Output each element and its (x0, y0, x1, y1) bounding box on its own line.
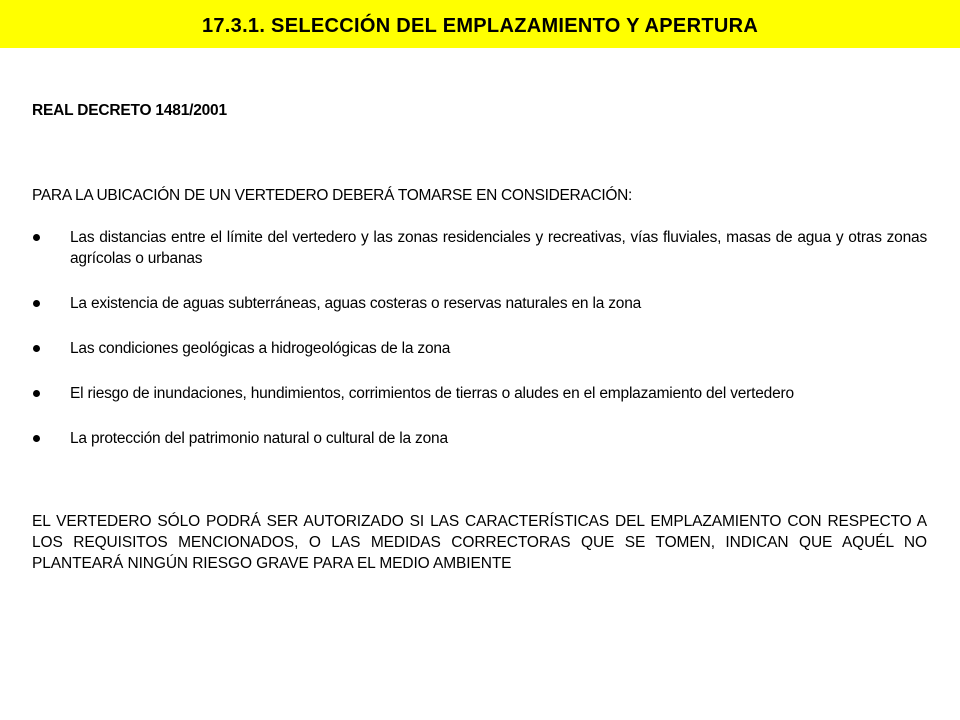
list-item (32, 428, 927, 449)
list-item-text: La protección del patrimonio natural o cultural de la zona (70, 430, 448, 447)
bullet-icon (33, 234, 40, 241)
criteria-list (32, 227, 927, 449)
decree-heading: REAL DECRETO 1481/2001 (32, 102, 227, 119)
list-item-text: La existencia de aguas subterráneas, aguas costeras o reservas naturales en la zona (70, 295, 642, 312)
bullet-icon (33, 435, 40, 442)
list-item (32, 338, 927, 359)
list-item (32, 383, 927, 404)
list-item-text: El riesgo de inundaciones, hundimientos, corrimientos de tierras o aludes en el emplazamiento del vertedero (70, 385, 794, 402)
bullet-icon (33, 390, 40, 397)
list-item-text: Las distancias entre el límite del vertedero y las zonas residenciales y recreativas, vías fluviales, masas de agua y otras zonas agrícolas o urbanas (70, 229, 927, 267)
list-item (32, 227, 927, 269)
bullet-icon (33, 345, 40, 352)
list-item (32, 293, 927, 314)
title-banner (0, 0, 960, 48)
page-title: 17.3.1. SELECCIÓN DEL EMPLAZAMIENTO Y APERTURA (201, 14, 759, 37)
list-item-text: Las condiciones geológicas a hidrogeológicas de la zona (70, 340, 451, 357)
intro-text: PARA LA UBICACIÓN DE UN VERTEDERO DEBERÁ TOMARSE EN CONSIDERACIÓN: (32, 187, 633, 204)
conclusion-text: EL VERTEDERO SÓLO PODRÁ SER AUTORIZADO SI LAS CARACTERÍSTICAS DEL EMPLAZAMIENTO CON RESPECTO A LOS REQUISITOS MENCIONADOS, O LAS MEDIDAS CORRECTORAS QUE SE TOMEN, INDICAN QUE AQUÉL NO PLANTEARÁ NINGÚN RIESGO GRAVE PARA EL MEDIO AMBIENTE (32, 513, 927, 572)
slide-content (32, 100, 927, 574)
bullet-icon (33, 300, 40, 307)
